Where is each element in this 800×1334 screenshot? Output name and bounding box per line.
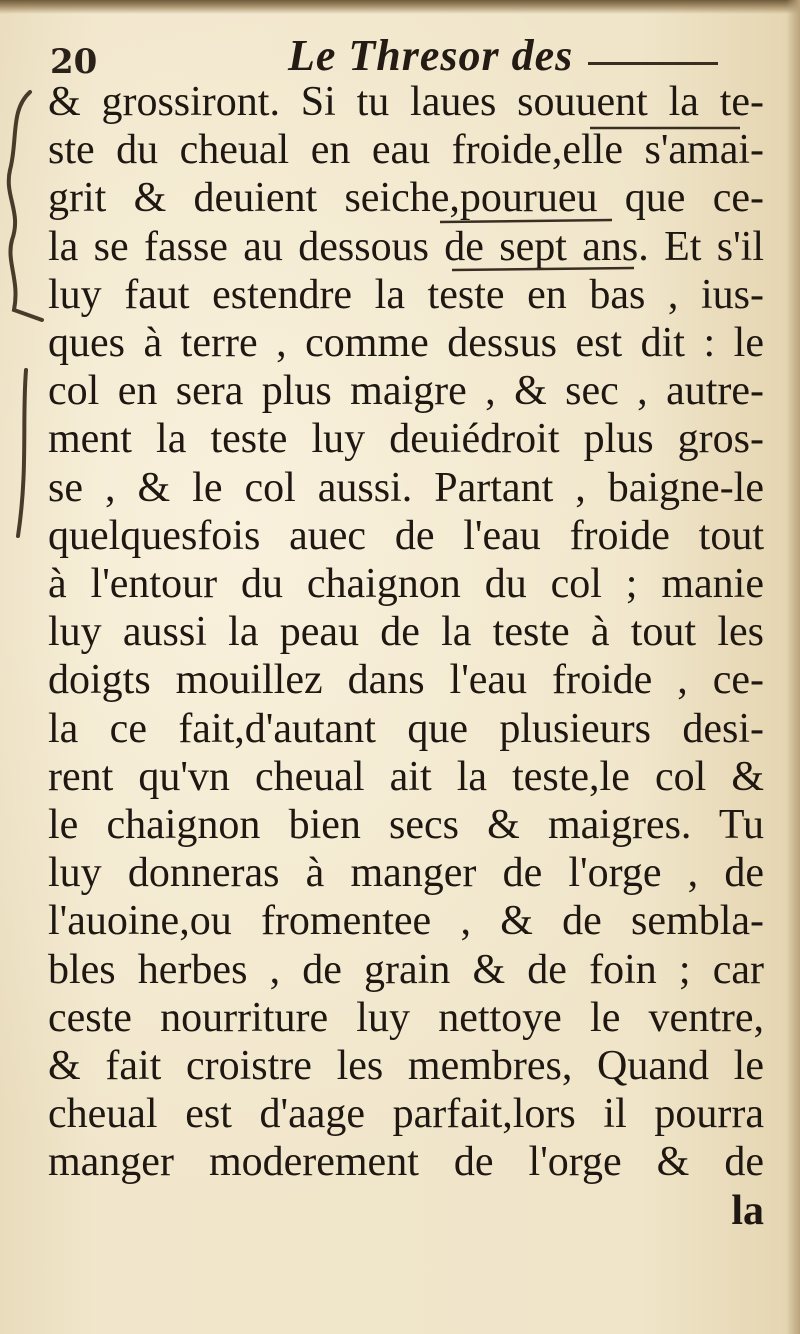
text-line: doigts mouillez dans l'eau froide , ce- — [48, 657, 764, 704]
text-line: grit & deuient seiche,pourueu que ce- — [48, 175, 764, 222]
text-line: la se fasse au dessous de sept ans. Et s'il — [48, 223, 764, 270]
text-line: se , & le col aussi. Partant , baigne-le — [48, 464, 764, 511]
body-text — [48, 78, 764, 1235]
text-line: quelquesfois auec de l'eau froide tout — [48, 512, 764, 559]
text-line: & fait croistre les membres, Quand le — [48, 1043, 764, 1090]
text-line: luy aussi la peau de la teste à tout les — [48, 609, 764, 656]
header-rule — [588, 62, 718, 65]
catchword: la — [731, 1187, 764, 1234]
text-line: cheual est d'aage parfait,lors il pourra — [48, 1091, 764, 1138]
page-right-edge — [786, 0, 800, 1334]
page-top-edge — [0, 0, 800, 14]
text-line: luy donneras à manger de l'orge , de — [48, 850, 764, 897]
text-line: & grossiront. Si tu laues souuent la te- — [48, 79, 764, 125]
text-line: rent qu'vn cheual ait la teste,le col & — [48, 753, 764, 800]
text-line: bles herbes , de grain & de foin ; car — [48, 946, 764, 993]
text-line: luy faut estendre la teste en bas , ius- — [48, 271, 764, 318]
text-line: ques à terre , comme dessus est dit : le — [48, 320, 764, 367]
text-line: ment la teste luy deuiédroit plus gros- — [48, 416, 764, 463]
margin-bracket-mark — [9, 92, 42, 320]
page-header — [40, 24, 760, 84]
text-line: la ce fait,d'autant que plusieurs desi- — [48, 705, 764, 752]
margin-vertical-mark — [18, 370, 26, 536]
text-line: col en sera plus maigre , & sec , autre- — [48, 368, 764, 415]
running-title: Le Thresor des — [288, 31, 574, 80]
text-line: à l'entour du chaignon du col ; manie — [48, 561, 764, 608]
page-number: 20 — [50, 42, 98, 82]
text-line: ste du cheual en eau froide,elle s'amai- — [48, 127, 764, 174]
text-line: manger moderement de l'orge & de — [48, 1139, 764, 1186]
text-line: le chaignon bien secs & maigres. Tu — [48, 802, 764, 849]
text-line: ceste nourriture luy nettoye le ventre, — [48, 994, 764, 1041]
text-line: l'auoine,ou fromentee , & de sembla- — [48, 898, 764, 945]
